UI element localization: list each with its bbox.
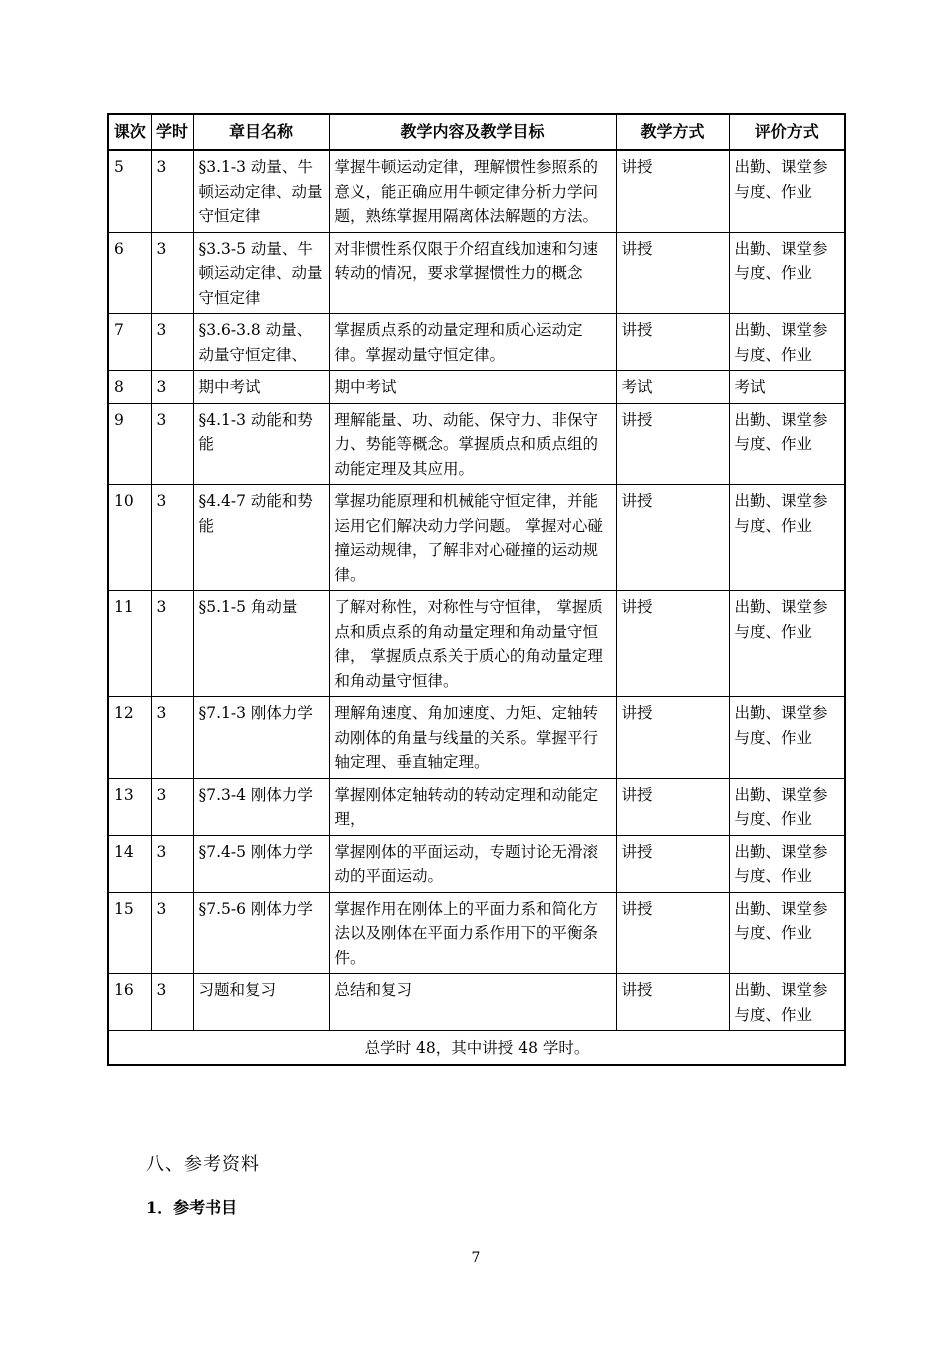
table-row bbox=[108, 697, 845, 779]
cell-chapter: §4.4-7 动能和势能 bbox=[193, 485, 329, 591]
table-row bbox=[108, 403, 845, 485]
cell-lesson: 5 bbox=[108, 150, 151, 232]
cell-chapter: §7.5-6 刚体力学 bbox=[193, 892, 329, 974]
table-row bbox=[108, 314, 845, 371]
cell-method: 讲授 bbox=[616, 591, 729, 697]
cell-method: 讲授 bbox=[616, 974, 729, 1031]
cell-hours: 3 bbox=[151, 892, 193, 974]
table-row bbox=[108, 778, 845, 835]
cell-chapter: §3.3-5 动量、牛顿运动定律、动量守恒定律 bbox=[193, 232, 329, 314]
cell-lesson: 9 bbox=[108, 403, 151, 485]
cell-content: 期中考试 bbox=[329, 371, 616, 404]
cell-method: 讲授 bbox=[616, 697, 729, 779]
cell-chapter: §3.1-3 动量、牛顿运动定律、动量守恒定律 bbox=[193, 150, 329, 232]
cell-chapter: §3.6-3.8 动量、动量守恒定律、 bbox=[193, 314, 329, 371]
cell-content: 理解能量、功、动能、保守力、非保守力、势能等概念。掌握质点和质点组的动能定理及其应用。 bbox=[329, 403, 616, 485]
cell-evaluation: 出勤、课堂参与度、作业 bbox=[729, 485, 845, 591]
cell-evaluation: 出勤、课堂参与度、作业 bbox=[729, 778, 845, 835]
cell-chapter: §7.1-3 刚体力学 bbox=[193, 697, 329, 779]
cell-hours: 3 bbox=[151, 403, 193, 485]
table-row bbox=[108, 371, 845, 404]
sub-heading-reference-books: 1．参考书目 bbox=[146, 1198, 238, 1217]
cell-hours: 3 bbox=[151, 591, 193, 697]
cell-lesson: 7 bbox=[108, 314, 151, 371]
cell-method: 讲授 bbox=[616, 835, 729, 892]
cell-content: 掌握作用在刚体上的平面力系和简化方法以及刚体在平面力系作用下的平衡条件。 bbox=[329, 892, 616, 974]
cell-content: 掌握质点系的动量定理和质心运动定律。掌握动量守恒定律。 bbox=[329, 314, 616, 371]
table-row bbox=[108, 150, 845, 232]
cell-evaluation: 出勤、课堂参与度、作业 bbox=[729, 697, 845, 779]
cell-content: 掌握功能原理和机械能守恒定律，并能运用它们解决动力学问题。 掌握对心碰撞运动规律，了解非对心碰撞的运动规律。 bbox=[329, 485, 616, 591]
table-row bbox=[108, 485, 845, 591]
cell-hours: 3 bbox=[151, 232, 193, 314]
table-header-row bbox=[108, 114, 845, 150]
cell-chapter: §7.4-5 刚体力学 bbox=[193, 835, 329, 892]
cell-chapter: §7.3-4 刚体力学 bbox=[193, 778, 329, 835]
section-heading-references: 八、参考资料 bbox=[146, 1154, 260, 1175]
table-row bbox=[108, 591, 845, 697]
cell-lesson: 13 bbox=[108, 778, 151, 835]
table-row bbox=[108, 892, 845, 974]
cell-method: 讲授 bbox=[616, 778, 729, 835]
cell-evaluation: 出勤、课堂参与度、作业 bbox=[729, 403, 845, 485]
cell-hours: 3 bbox=[151, 835, 193, 892]
cell-lesson: 16 bbox=[108, 974, 151, 1031]
header-lesson: 课次 bbox=[108, 114, 151, 150]
cell-hours: 3 bbox=[151, 314, 193, 371]
cell-evaluation: 考试 bbox=[729, 371, 845, 404]
cell-method: 讲授 bbox=[616, 150, 729, 232]
header-method: 教学方式 bbox=[616, 114, 729, 150]
cell-evaluation: 出勤、课堂参与度、作业 bbox=[729, 974, 845, 1031]
cell-lesson: 15 bbox=[108, 892, 151, 974]
cell-evaluation: 出勤、课堂参与度、作业 bbox=[729, 892, 845, 974]
table-row bbox=[108, 835, 845, 892]
cell-hours: 3 bbox=[151, 974, 193, 1031]
cell-lesson: 6 bbox=[108, 232, 151, 314]
cell-evaluation: 出勤、课堂参与度、作业 bbox=[729, 232, 845, 314]
cell-method: 讲授 bbox=[616, 403, 729, 485]
cell-chapter: 习题和复习 bbox=[193, 974, 329, 1031]
cell-hours: 3 bbox=[151, 778, 193, 835]
cell-method: 讲授 bbox=[616, 232, 729, 314]
cell-hours: 3 bbox=[151, 697, 193, 779]
cell-content: 掌握刚体定轴转动的转动定理和动能定理， bbox=[329, 778, 616, 835]
header-hours: 学时 bbox=[151, 114, 193, 150]
table-total-row bbox=[108, 1031, 845, 1066]
cell-content: 对非惯性系仅限于介绍直线加速和匀速转动的情况，要求掌握惯性力的概念 bbox=[329, 232, 616, 314]
cell-lesson: 10 bbox=[108, 485, 151, 591]
syllabus-table bbox=[107, 113, 846, 1066]
cell-evaluation: 出勤、课堂参与度、作业 bbox=[729, 150, 845, 232]
cell-evaluation: 出勤、课堂参与度、作业 bbox=[729, 835, 845, 892]
cell-method: 讲授 bbox=[616, 892, 729, 974]
table-row bbox=[108, 974, 845, 1031]
page-number: 7 bbox=[471, 1250, 481, 1266]
cell-content: 总结和复习 bbox=[329, 974, 616, 1031]
cell-lesson: 12 bbox=[108, 697, 151, 779]
header-chapter: 章目名称 bbox=[193, 114, 329, 150]
cell-chapter: §4.1-3 动能和势能 bbox=[193, 403, 329, 485]
cell-method: 讲授 bbox=[616, 314, 729, 371]
cell-hours: 3 bbox=[151, 150, 193, 232]
cell-method: 讲授 bbox=[616, 485, 729, 591]
header-evaluation: 评价方式 bbox=[729, 114, 845, 150]
cell-content: 了解对称性，对称性与守恒律， 掌握质点和质点系的角动量定理和角动量守恒律， 掌握质点系关于质心的角动量定理和角动量守恒律。 bbox=[329, 591, 616, 697]
cell-lesson: 11 bbox=[108, 591, 151, 697]
header-content: 教学内容及教学目标 bbox=[329, 114, 616, 150]
cell-content: 理解角速度、角加速度、力矩、定轴转动刚体的角量与线量的关系。掌握平行轴定理、垂直轴定理。 bbox=[329, 697, 616, 779]
table-row bbox=[108, 232, 845, 314]
cell-content: 掌握牛顿运动定律，理解惯性参照系的意义，能正确应用牛顿定律分析力学问题，熟练掌握用隔离体法解题的方法。 bbox=[329, 150, 616, 232]
cell-lesson: 8 bbox=[108, 371, 151, 404]
cell-hours: 3 bbox=[151, 371, 193, 404]
cell-evaluation: 出勤、课堂参与度、作业 bbox=[729, 314, 845, 371]
total-hours-summary: 总学时 48，其中讲授 48 学时。 bbox=[108, 1031, 845, 1066]
cell-method: 考试 bbox=[616, 371, 729, 404]
cell-content: 掌握刚体的平面运动，专题讨论无滑滚动的平面运动。 bbox=[329, 835, 616, 892]
cell-chapter: 期中考试 bbox=[193, 371, 329, 404]
cell-hours: 3 bbox=[151, 485, 193, 591]
cell-evaluation: 出勤、课堂参与度、作业 bbox=[729, 591, 845, 697]
cell-lesson: 14 bbox=[108, 835, 151, 892]
cell-chapter: §5.1-5 角动量 bbox=[193, 591, 329, 697]
